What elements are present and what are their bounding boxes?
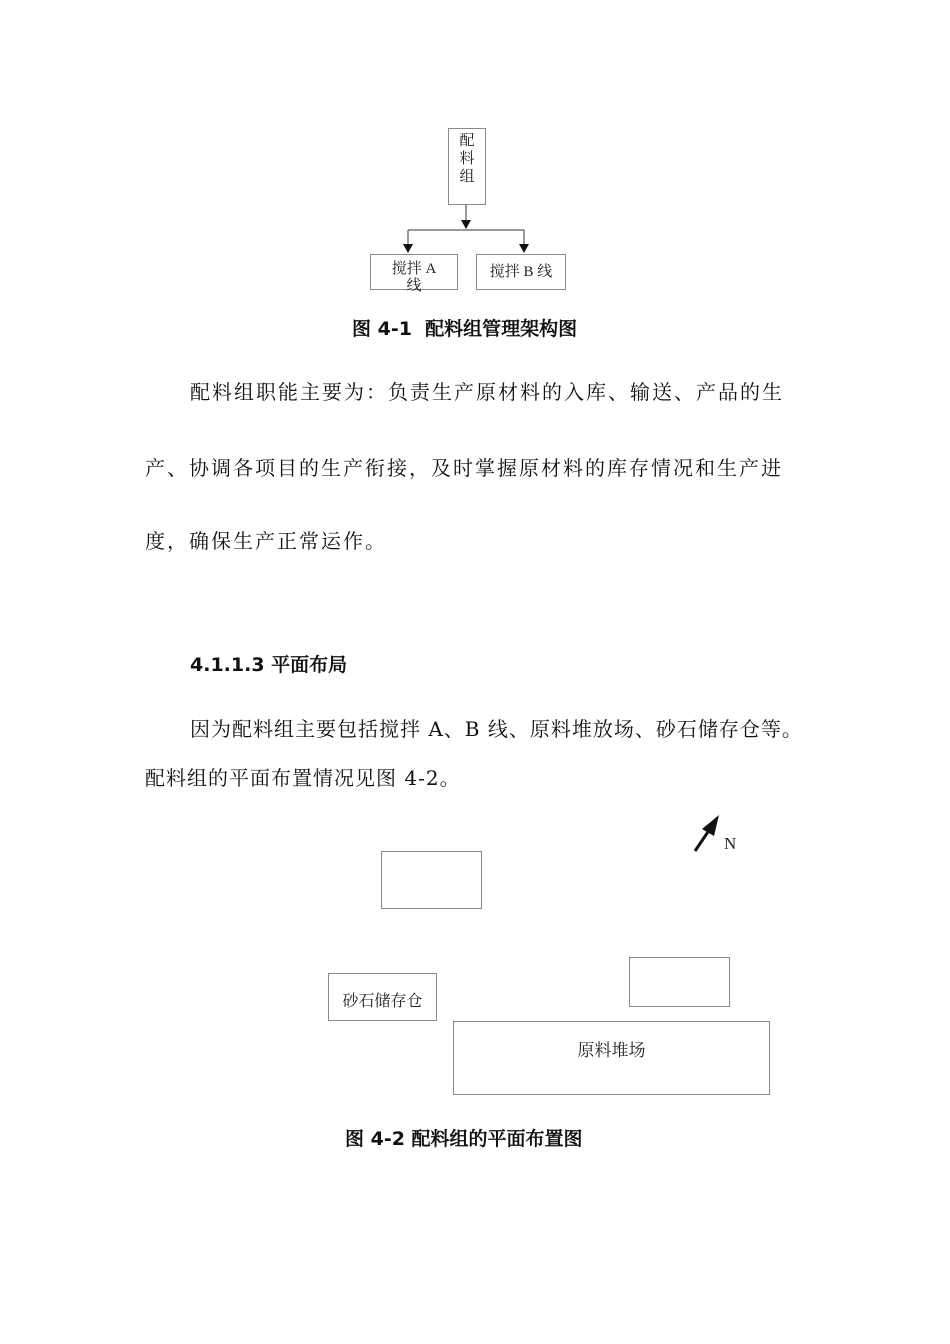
- figure-4-2-caption: 图 4-2 配料组的平面布置图: [345, 1128, 583, 1150]
- north-arrow-icon: [695, 815, 719, 851]
- paragraph-line: 度，确保生产正常运作。: [145, 529, 387, 553]
- org-child-mix-b-box: [476, 254, 566, 290]
- org-child-mix-a-box: [370, 254, 458, 294]
- plan-mix-b-box: [629, 957, 730, 1007]
- org-root-label-char: 料: [459, 151, 475, 167]
- org-child-mix-a-label-line: 线: [406, 278, 422, 294]
- org-child-mix-a-label-line: 搅拌 A: [391, 261, 437, 277]
- plan-sand-storage-box: [328, 973, 437, 1021]
- org-child-mix-b-label: 搅拌 B 线: [489, 264, 553, 280]
- org-root-box: [448, 128, 486, 205]
- plan-raw-yard-label: 原料堆场: [577, 1041, 646, 1060]
- paragraph-line: 配料组职能主要为：负责生产原材料的入库、输送、产品的生: [190, 380, 784, 404]
- figure-4-1-caption: 图 4-1 配料组管理架构图: [352, 318, 578, 340]
- paragraph-line: 产、协调各项目的生产衔接，及时掌握原材料的库存情况和生产进: [145, 456, 783, 480]
- paragraph-line: 配料组的平面布置情况见图 4-2。: [145, 766, 461, 790]
- section-heading: 4.1.1.3 平面布局: [190, 654, 348, 676]
- paragraph-line: 因为配料组主要包括搅拌 A、B 线、原料堆放场、砂石储存仓等。: [190, 717, 803, 741]
- org-root-label-char: 组: [459, 169, 475, 185]
- org-root-label-char: 配: [459, 133, 475, 149]
- plan-raw-yard-box: [453, 1021, 770, 1095]
- plan-mix-a-box: [381, 851, 482, 909]
- plan-sand-storage-label: 砂石储存仓: [342, 993, 423, 1010]
- north-label: N: [724, 834, 737, 853]
